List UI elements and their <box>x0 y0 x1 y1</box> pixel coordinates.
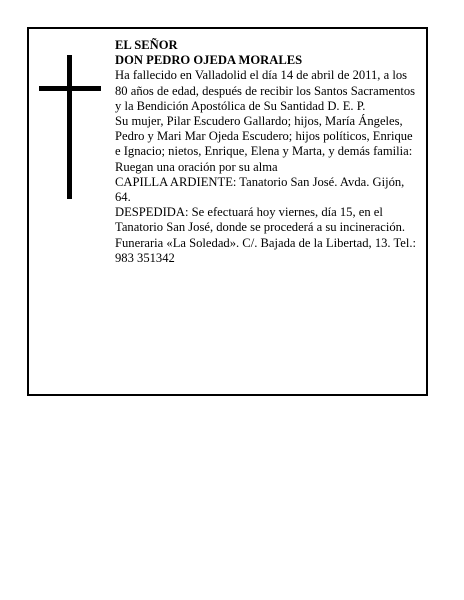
obituary-notice <box>27 27 428 396</box>
cross-icon <box>39 55 101 199</box>
family-list: Su mujer, Pilar Escudero Gallardo; hijos, María Ángeles, Pedro y Mari Mar Ojeda Escudero; hijos políticos, Enrique e Ignacio; nietos, Enrique, Elena y Marta, y demás familia: <box>115 114 413 159</box>
notice-text <box>115 38 417 266</box>
funeral-chapel-info: CAPILLA ARDIENTE: Tanatorio San José. Avda. Gijón, 64. <box>115 174 405 205</box>
death-announcement: Ha fallecido en Valladolid el día 14 de abril de 2011, a los 80 años de edad, después de recibir los Santos Sacramentos y la Bendición Apostólica de Su Santidad D. E. P. <box>115 68 416 113</box>
farewell-info: DESPEDIDA: Se efectuará hoy viernes, día 15, en el Tanatorio San José, donde se procederá a su incineración. <box>115 205 406 235</box>
prayer-request: Ruegan una oración por su alma <box>115 159 278 174</box>
notice-title: EL SEÑOR <box>115 38 178 52</box>
cross-vertical-bar <box>67 55 72 199</box>
deceased-name: DON PEDRO OJEDA MORALES <box>115 53 303 68</box>
cross-horizontal-bar <box>39 86 101 91</box>
funeral-home-info: Funeraria «La Soledad». C/. Bajada de la Libertad, 13. Tel.: 983 351342 <box>115 235 417 265</box>
